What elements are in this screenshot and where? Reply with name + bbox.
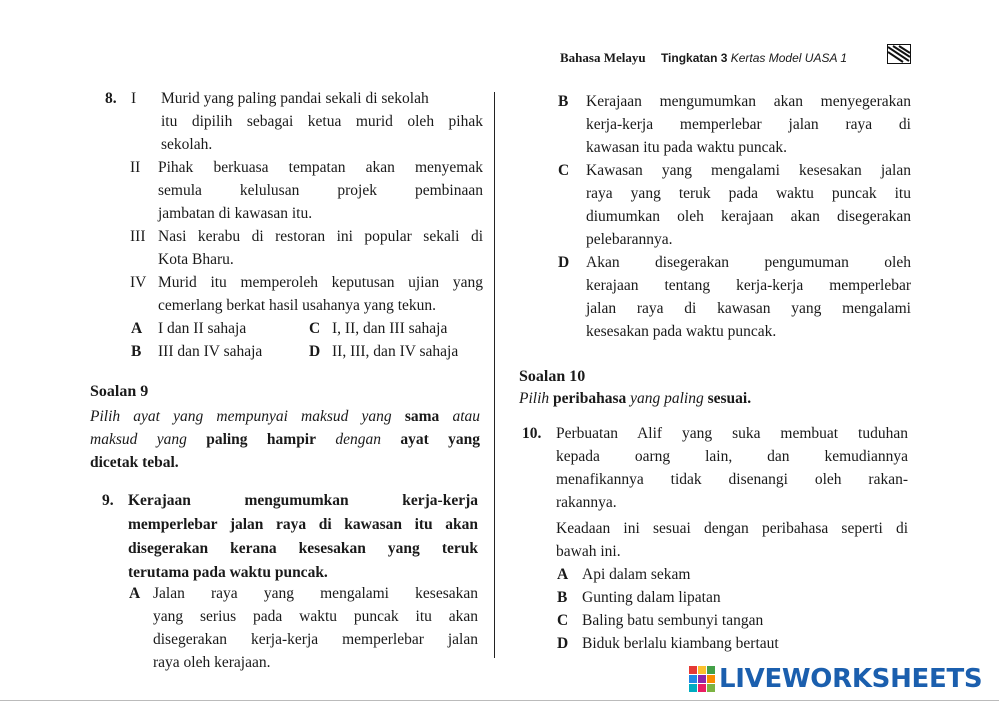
q9-option-d-line1[interactable]: Akan disegerakan pengumuman oleh: [586, 254, 911, 271]
q8-option-a-letter[interactable]: A: [131, 320, 143, 337]
liveworksheets-text: LIVEWORKSHEETS: [719, 664, 983, 694]
q10-stem-line2: kepada oarng lain, dan kemudiannya: [556, 448, 908, 465]
header-paper: Kertas Model UASA 1: [730, 51, 848, 65]
soalan-9-instruction-line1: Pilih ayat yang mempunyai maksud yang sama atau: [90, 408, 480, 425]
q9-option-c-letter[interactable]: C: [558, 162, 570, 179]
column-divider: [494, 92, 495, 658]
q10-stem2-line2: bawah ini.: [556, 543, 621, 560]
soalan-9-instruction-line2: maksud yang paling hampir dengan ayat yang: [90, 431, 480, 448]
q9-option-b-line2[interactable]: kerja-kerja memperlebar jalan raya di: [586, 116, 911, 133]
q9-option-b-line3[interactable]: kawasan itu pada waktu puncak.: [586, 139, 788, 156]
q10-option-a-text[interactable]: Api dalam sekam: [582, 566, 691, 583]
q10-number: 10.: [522, 425, 542, 442]
q8-s2-line3: jambatan di kawasan itu.: [158, 205, 313, 222]
q8-roman-2: II: [130, 159, 141, 176]
bottom-edge-line: [0, 700, 999, 701]
q8-option-a-text[interactable]: I dan II sahaja: [158, 320, 247, 337]
q8-roman-1: I: [131, 90, 137, 107]
q8-s2-line2: semula kelulusan projek pembinaan: [158, 182, 483, 199]
q9-option-d-line2[interactable]: kerajaan tentang kerja-kerja memperlebar: [586, 277, 911, 294]
q10-stem-line4: rakannya.: [556, 494, 617, 511]
q8-option-c-text[interactable]: I, II, dan III sahaja: [332, 320, 448, 337]
header-subject: Bahasa Melayu: [560, 50, 646, 65]
q9-stem-line1: Kerajaan mengumumkan kerja-kerja: [128, 492, 478, 509]
q9-option-c-line4[interactable]: pelebarannya.: [586, 231, 673, 248]
soalan-9-instruction-line3: dicetak tebal.: [90, 454, 179, 471]
q9-option-d-line3[interactable]: jalan raya di kawasan yang mengalami: [586, 300, 911, 317]
q8-option-d-text[interactable]: II, III, dan IV sahaja: [332, 343, 459, 360]
q9-number: 9.: [102, 492, 114, 509]
q8-option-c-letter[interactable]: C: [309, 320, 321, 337]
q9-option-d-line4[interactable]: kesesakan pada waktu puncak.: [586, 323, 777, 340]
q8-roman-3: III: [130, 228, 146, 245]
q8-s2-line1: Pihak berkuasa tempatan akan menyemak: [158, 159, 483, 176]
liveworksheets-watermark: [689, 664, 982, 694]
q9-option-a-line2[interactable]: yang serius pada waktu puncak itu akan: [153, 608, 478, 625]
publisher-logo-icon: [887, 44, 911, 64]
liveworksheets-logo-icon: [689, 666, 715, 692]
q10-option-c-letter[interactable]: C: [557, 612, 569, 629]
q10-option-b-letter[interactable]: B: [557, 589, 568, 606]
page-header: [560, 50, 847, 66]
q8-s1-line1: Murid yang paling pandai sekali di sekolah: [161, 90, 429, 107]
q10-stem2-line1: Keadaan ini sesuai dengan peribahasa seperti di: [556, 520, 908, 537]
q9-option-a-line3[interactable]: disegerakan kerja-kerja memperlebar jalan: [153, 631, 478, 648]
q10-option-c-text[interactable]: Baling batu sembunyi tangan: [582, 612, 764, 629]
q9-option-a-letter[interactable]: A: [129, 585, 141, 602]
q8-s3-line2: Kota Bharu.: [158, 251, 234, 268]
q8-s1-line3: sekolah.: [161, 136, 213, 153]
soalan-9-heading: Soalan 9: [90, 383, 149, 400]
q8-number: 8.: [105, 90, 117, 107]
q9-option-b-letter[interactable]: B: [558, 93, 569, 110]
header-level: Tingkatan 3: [660, 51, 728, 65]
q10-option-b-text[interactable]: Gunting dalam lipatan: [582, 589, 721, 606]
q9-option-d-letter[interactable]: D: [558, 254, 570, 271]
q8-s4-line1: Murid itu memperoleh keputusan ujian yang: [158, 274, 483, 291]
q10-option-d-letter[interactable]: D: [557, 635, 569, 652]
soalan-10-heading: Soalan 10: [519, 368, 586, 385]
q10-option-d-text[interactable]: Biduk berlalu kiambang bertaut: [582, 635, 779, 652]
q10-option-a-letter[interactable]: A: [557, 566, 569, 583]
q9-option-b-line1[interactable]: Kerajaan mengumumkan akan menyegerakan: [586, 93, 911, 110]
q8-option-b-text[interactable]: III dan IV sahaja: [158, 343, 263, 360]
q8-roman-4: IV: [130, 274, 147, 291]
q10-stem-line1: Perbuatan Alif yang suka membuat tuduhan: [556, 425, 908, 442]
q9-option-a-line4[interactable]: raya oleh kerajaan.: [153, 654, 271, 671]
q8-s1-line2: itu dipilih sebagai ketua murid oleh pihak: [161, 113, 483, 130]
q8-s3-line1: Nasi kerabu di restoran ini popular sekali di: [158, 228, 483, 245]
q9-option-a-line1[interactable]: Jalan raya yang mengalami kesesakan: [153, 585, 478, 602]
q8-s4-line2: cemerlang berkat hasil usahanya yang tekun.: [158, 297, 437, 314]
q8-option-d-letter[interactable]: D: [309, 343, 321, 360]
q9-stem-line2: memperlebar jalan raya di kawasan itu akan: [128, 516, 478, 533]
q9-stem-line4: terutama pada waktu puncak.: [128, 564, 328, 581]
q9-option-c-line1[interactable]: Kawasan yang mengalami kesesakan jalan: [586, 162, 911, 179]
soalan-10-instruction: Pilih peribahasa yang paling sesuai.: [519, 390, 752, 407]
q8-option-b-letter[interactable]: B: [131, 343, 142, 360]
q9-option-c-line3[interactable]: diumumkan oleh kerajaan akan disegerakan: [586, 208, 911, 225]
q10-stem-line3: menafikannya tidak disenangi oleh rakan-: [556, 471, 908, 488]
q9-option-c-line2[interactable]: raya yang teruk pada waktu puncak itu: [586, 185, 911, 202]
q9-stem-line3: disegerakan kerana kesesakan yang teruk: [128, 540, 478, 557]
